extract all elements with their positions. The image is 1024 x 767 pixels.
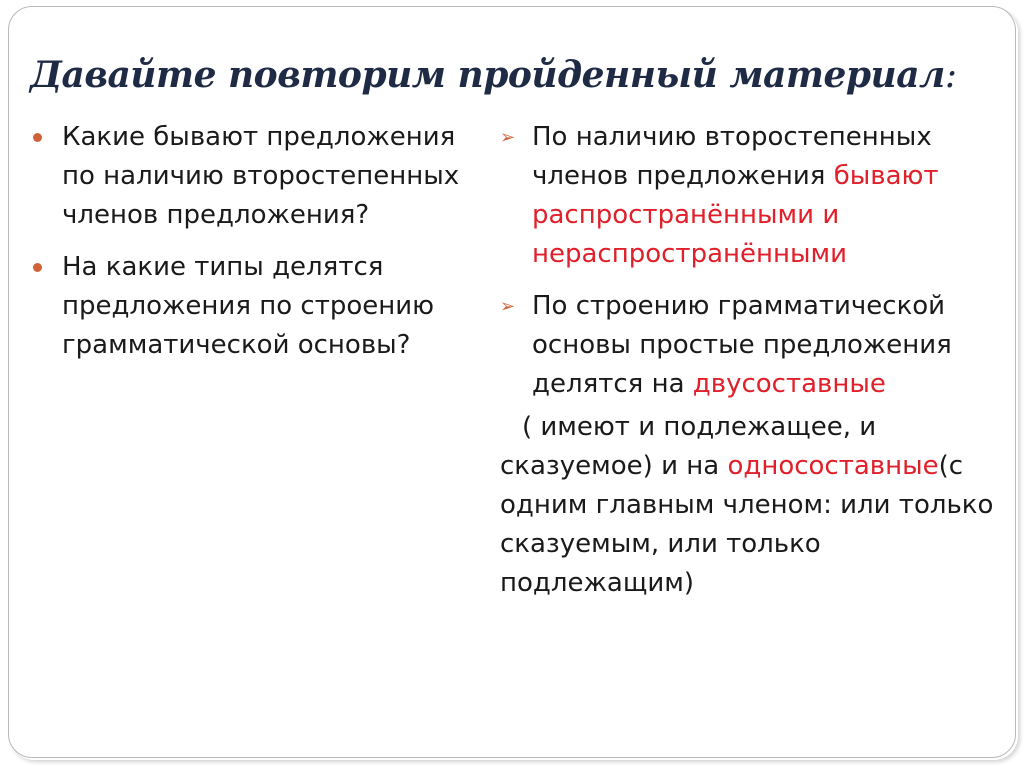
left-item-2-text: На какие типы делятся предложения по строению грамматической основы? <box>62 252 435 360</box>
bullet-dot-icon <box>33 263 42 272</box>
right-continuation-text: ( имеют и подлежащее, и сказуемое) и на <box>500 412 877 481</box>
left-item-2 <box>30 248 470 365</box>
slide-title <box>30 54 957 96</box>
left-item-1-text: Какие бывают предложения по наличию второстепенных членов предложения? <box>62 122 460 230</box>
right-continuation-tail: (с одним главным членом: или только сказуемым, или только подлежащим) <box>500 451 994 598</box>
left-column <box>30 118 470 378</box>
right-item-2-highlight: двусоставные <box>692 369 886 399</box>
right-item-2 <box>500 287 1000 404</box>
arrow-bullet-icon: ➢ <box>500 296 516 317</box>
right-item-1-highlight: бывают распространёнными и нераспространёнными <box>532 161 939 269</box>
slide-title-text: Давайте повторим пройденный материал <box>30 54 945 96</box>
right-continuation-highlight: односоставные <box>727 451 939 481</box>
right-continuation <box>500 408 1000 603</box>
right-item-1-text: По наличию второстепенных членов предложения <box>532 122 932 191</box>
arrow-bullet-icon: ➢ <box>500 127 516 148</box>
bullet-dot-icon <box>33 133 42 142</box>
right-item-1 <box>500 118 1000 274</box>
left-item-1 <box>30 118 470 235</box>
right-column <box>500 118 1000 603</box>
right-item-2-text: По строению грамматической основы простые предложения делятся на <box>532 291 952 399</box>
slide-title-colon: : <box>944 55 957 96</box>
